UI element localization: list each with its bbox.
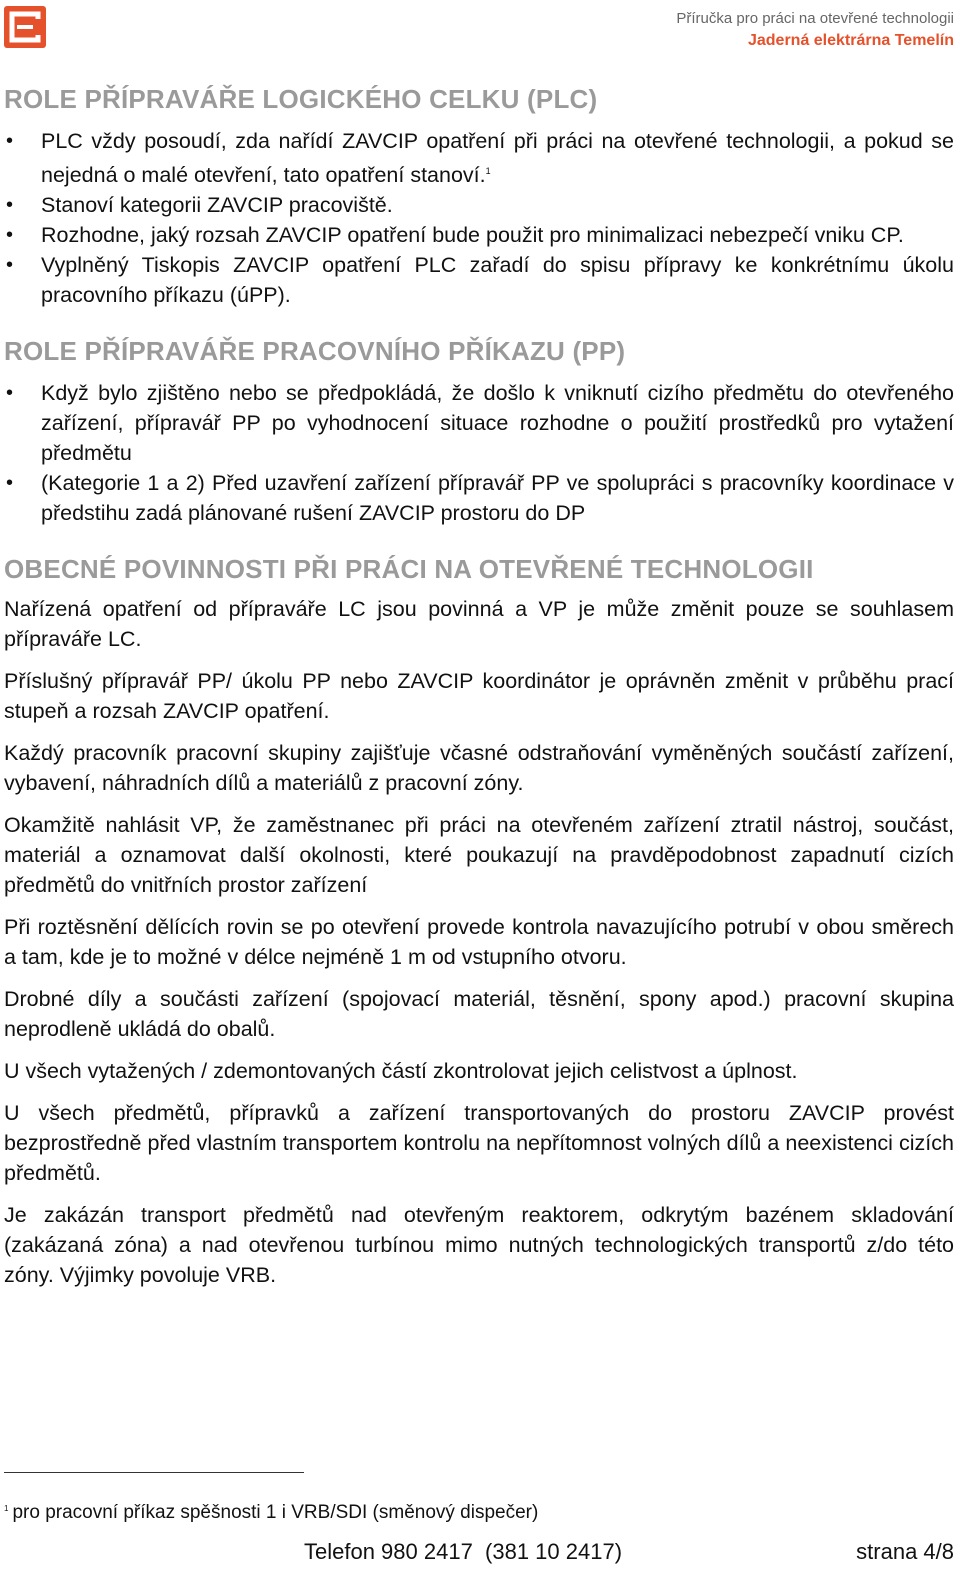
header-subtitle: Příručka pro práci na otevřené technologii: [676, 10, 954, 27]
paragraph: Při roztěsnění dělících rovin se po otevření provede kontrola navazujícího potrubí v obou směrech a tam, kde je to možné v délce nejméně 1 m od vstupního otvoru.: [4, 915, 954, 969]
pp-list: [4, 378, 954, 528]
paragraph: Nařízená opatření od přípraváře LC jsou povinná a VP je může změnit pouze se souhlasem přípraváře LC.: [4, 597, 954, 651]
paragraph: U všech vytažených / zdemontovaných částí zkontrolovat jejich celistvost a úplnost.: [4, 1059, 798, 1083]
header-title: Jaderná elektrárna Temelín: [747, 32, 954, 49]
list-item: • (Kategorie 1 a 2) Před uzavření zařízení přípravář PP ve spolupráci s pracovníky koordinace v předstihu zadá plánované rušení ZAVCIP prostoru do DP: [4, 468, 954, 528]
paragraph: Příslušný přípravář PP/ úkolu PP nebo ZAVCIP koordinátor je oprávněn změnit v průběhu prací stupeň a rozsah ZAVCIP opatření.: [4, 669, 954, 723]
footnote: [4, 1496, 538, 1526]
list-item: [4, 126, 954, 190]
footnote-text: pro pracovní příkaz spěšnosti 1 i VRB/SDI (směnový dispečer): [12, 1502, 539, 1523]
paragraph: Drobné díly a součásti zařízení (spojovací materiál, těsnění, spony apod.) pracovní skupina neprodleně ukládá do obalů.: [4, 987, 954, 1041]
paragraph: Každý pracovník pracovní skupiny zajišťuje včasné odstraňování vyměněných součástí zařízení, vybavení, náhradních dílů a materiálů z pracovní zóny.: [4, 741, 954, 795]
heading-plc: ROLE PŘÍPRAVÁŘE LOGICKÉHO CELKU (PLC): [4, 84, 598, 114]
list-item: • Stanoví kategorii ZAVCIP pracoviště.: [4, 190, 954, 220]
paragraph: Okamžitě nahlásit VP, že zaměstnanec při práci na otevřeném zařízení ztratil nástroj, součást, materiál a oznamovat další okolnosti, které poukazují na pravděpodobnost zapadnutí cizích předmětů do vnitřních prostor zařízení: [4, 813, 954, 897]
paragraph: U všech předmětů, přípravků a zařízení transportovaných do prostoru ZAVCIP provést bezprostředně před vlastním transportem kontrolu na nepřítomnost volných dílů a neexistenci cizích předmětů.: [4, 1101, 954, 1185]
list-item-text: PLC vždy posoudí, zda nařídí ZAVCIP opatření při práci na otevřené technologii, a pokud se nejedná o malé otevření, tato opatření stanoví.: [41, 129, 954, 187]
footnote-marker: 1: [4, 1504, 9, 1513]
paragraph: Je zakázán transport předmětů nad otevřeným reaktorem, odkrytým bazénem skladování (zakázaná zóna) a nad otevřenou turbínou mimo nutných technologických transportů z/do této zóny. Výjimky povoluje VRB.: [4, 1203, 954, 1287]
document-body: [4, 80, 954, 1302]
footer-phone: Telefon 980 2417 (381 10 2417): [304, 1539, 623, 1564]
cez-logo-icon: [4, 6, 46, 48]
footnote-divider: [4, 1472, 304, 1473]
footnote-ref[interactable]: 1: [485, 166, 491, 176]
heading-general-duties: OBECNÉ POVINNOSTI PŘI PRÁCI NA OTEVŘENÉ TECHNOLOGII: [4, 554, 814, 584]
page-number: strana 4/8: [856, 1539, 954, 1564]
heading-pp: ROLE PŘÍPRAVÁŘE PRACOVNÍHO PŘÍKAZU (PP): [4, 336, 626, 366]
list-item: • Rozhodne, jaký rozsah ZAVCIP opatření bude použit pro minimalizaci nebezpečí vniku CP.: [4, 220, 954, 250]
list-item: • Když bylo zjištěno nebo se předpokládá, že došlo k vniknutí cizího předmětu do otevřeného zařízení, přípravář PP po vyhodnocení situace rozhodne o použití prostředků pro vytažení předmětu: [4, 378, 954, 468]
page-header: [676, 8, 954, 52]
plc-list: [4, 126, 954, 310]
list-item: • Vyplněný Tiskopis ZAVCIP opatření PLC zařadí do spisu přípravy ke konkrétnímu úkolu pracovního příkazu (úPP).: [4, 250, 954, 310]
